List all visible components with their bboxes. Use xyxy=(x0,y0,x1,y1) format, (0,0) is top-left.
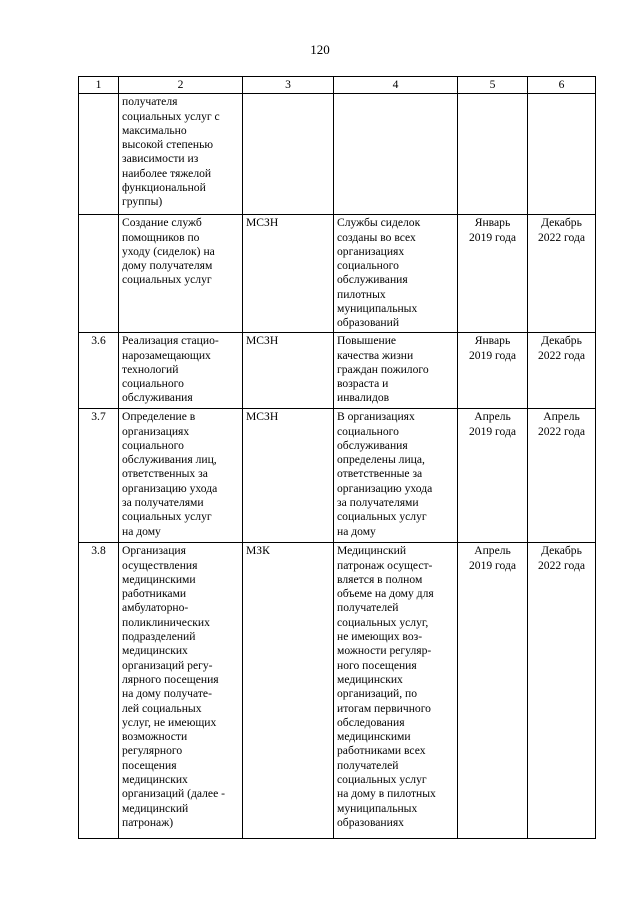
row-number: 3.6 xyxy=(79,333,119,409)
activity-cell: Организация осуществления медицинскими работниками амбулаторно- поликлинических подразделений медицинских организаций регу- лярного посещения на дому получате- лей социальных услуг, не имеющих возможности регулярного посещения медицинских организаций (далее - медицинский патронаж) xyxy=(119,543,243,839)
col-header-1: 1 xyxy=(79,77,119,94)
col-header-4: 4 xyxy=(334,77,458,94)
end-date-cell: Апрель 2022 года xyxy=(528,409,596,543)
row-number: 3.8 xyxy=(79,543,119,839)
table-row xyxy=(79,409,596,543)
page-number: 120 xyxy=(310,42,330,57)
plan-table xyxy=(78,76,596,839)
activity-cell: получателя социальных услуг с максимально высокой степенью зависимости из наиболее тяжелой функциональной группы) xyxy=(119,94,243,215)
executor-cell: МСЗН xyxy=(243,409,334,543)
executor-cell xyxy=(243,94,334,215)
start-date-cell: Январь 2019 года xyxy=(458,333,528,409)
result-cell: Службы сиделок созданы во всех организациях социального обслуживания пилотных муниципальных образований xyxy=(334,215,458,333)
col-header-5: 5 xyxy=(458,77,528,94)
end-date-cell: Декабрь 2022 года xyxy=(528,215,596,333)
table-row xyxy=(79,333,596,409)
start-date-cell: Апрель 2019 года xyxy=(458,543,528,839)
end-date-cell: Декабрь 2022 года xyxy=(528,333,596,409)
start-date-cell: Апрель 2019 года xyxy=(458,409,528,543)
col-header-3: 3 xyxy=(243,77,334,94)
start-date-cell: Январь 2019 года xyxy=(458,215,528,333)
result-cell: В организациях социального обслуживания определены лица, ответственные за организацию ухода за получателями социальных услуг на дому xyxy=(334,409,458,543)
executor-cell: МСЗН xyxy=(243,215,334,333)
activity-cell: Реализация стацио- нарозамещающих технологий социального обслуживания xyxy=(119,333,243,409)
table-row xyxy=(79,215,596,333)
table-row xyxy=(79,94,596,215)
start-date-cell xyxy=(458,94,528,215)
col-header-2: 2 xyxy=(119,77,243,94)
result-cell xyxy=(334,94,458,215)
col-header-6: 6 xyxy=(528,77,596,94)
end-date-cell: Декабрь 2022 года xyxy=(528,543,596,839)
end-date-cell xyxy=(528,94,596,215)
header-row xyxy=(79,77,596,94)
activity-cell: Определение в организациях социального обслуживания лиц, ответственных за организацию ухода за получателями социальных услуг на дому xyxy=(119,409,243,543)
result-cell: Повышение качества жизни граждан пожилого возраста и инвалидов xyxy=(334,333,458,409)
result-cell: Медицинский патронаж осущест- вляется в полном объеме на дому для получателей социальных услуг, не имеющих воз- можности регуляр- ного посещения медицинских организаций, по итогам первичного обследования медицинскими работниками всех получателей социальных услуг на дому в пилотных муниципальных образованиях xyxy=(334,543,458,839)
executor-cell: МСЗН xyxy=(243,333,334,409)
row-number xyxy=(79,215,119,333)
activity-cell: Создание служб помощников по уходу (сиделок) на дому получателям социальных услуг xyxy=(119,215,243,333)
row-number xyxy=(79,94,119,215)
table-row xyxy=(79,543,596,839)
executor-cell: МЗК xyxy=(243,543,334,839)
row-number: 3.7 xyxy=(79,409,119,543)
